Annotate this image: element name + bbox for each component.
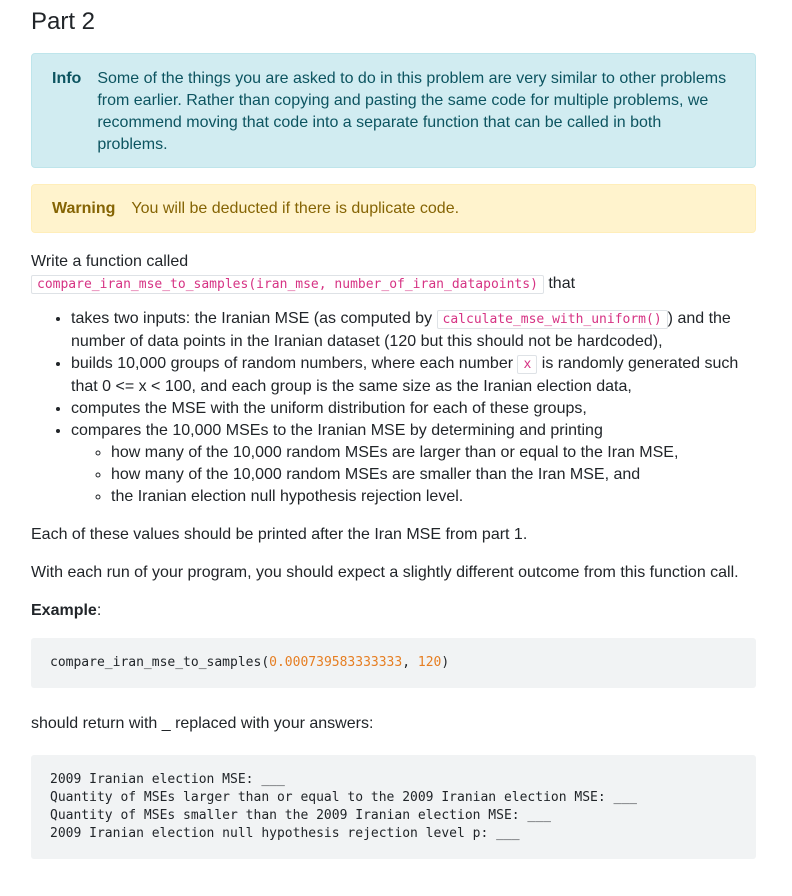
- info-alert-text: Some of the things you are asked to do in this problem are very similar to other problems from earlier. Rather than copying and pasting the same code for multiple problems, we recommend moving that code into a separate function that can be called in both problems.: [97, 70, 727, 153]
- code-separator: ,: [402, 655, 418, 670]
- output-line: 2009 Iranian election null hypothesis rejection level p: ___: [50, 826, 520, 841]
- calculate-mse-code: calculate_mse_with_uniform(): [437, 310, 668, 329]
- paragraph-print-after: Each of these values should be printed after the Iran MSE from part 1.: [31, 526, 528, 543]
- list-item-text: builds 10,000 groups of random numbers, where each number: [71, 355, 518, 372]
- output-line: 2009 Iranian election MSE: ___: [50, 772, 285, 787]
- code-close-paren: ): [441, 655, 450, 670]
- list-item-text: is randomly generated such that 0 <= x < 100, and each group is the same size as the Iranian election data,: [71, 355, 739, 395]
- code-arg-count: 120: [417, 655, 442, 670]
- sub-list-item: ◦ the Iranian election null hypothesis rejection level.: [111, 486, 756, 508]
- variable-x-code: x: [517, 355, 537, 374]
- expected-output-block: [31, 755, 756, 859]
- output-line: Quantity of MSEs smaller than the 2009 Iranian election MSE: ___: [50, 808, 551, 823]
- list-item: [71, 353, 756, 398]
- list-item: [71, 420, 756, 508]
- output-line: Quantity of MSEs larger than or equal to the 2009 Iranian election MSE: ___: [50, 790, 637, 805]
- example-heading: [31, 600, 756, 622]
- requirements-list: [31, 308, 756, 508]
- example-colon: :: [96, 602, 102, 619]
- warning-alert-label: Warning: [52, 200, 116, 217]
- code-function-name: compare_iran_mse_to_samples(: [50, 655, 270, 670]
- sub-list-item: ◦ how many of the 10,000 random MSEs are larger than or equal to the Iran MSE,: [111, 442, 756, 464]
- list-item-text: compares the 10,000 MSEs to the Iranian MSE by determining and printing: [71, 422, 603, 439]
- list-item-text: takes two inputs: the Iranian MSE (as computed by: [71, 310, 437, 327]
- info-alert-label: Info: [52, 70, 82, 87]
- sub-list: [71, 442, 756, 508]
- sub-list-item: ◦ how many of the 10,000 random MSEs are smaller than the Iran MSE, and: [111, 464, 756, 486]
- page-title: Part 2: [31, 8, 96, 35]
- function-signature-code: compare_iran_mse_to_samples(iran_mse, number_of_iran_datapoints): [31, 275, 544, 294]
- intro-text: Write a function called: [31, 253, 189, 270]
- code-arg-mse: 0.000739583333333: [269, 655, 403, 670]
- intro-paragraph: [31, 251, 756, 296]
- warning-alert: [31, 184, 756, 233]
- info-alert: [31, 53, 756, 168]
- list-item-text: ) and the number of data points in the Iranian dataset (120 but this should not be hardcoded),: [71, 310, 731, 350]
- warning-alert-text: You will be deducted if there is duplicate code.: [131, 200, 460, 217]
- list-item: [71, 308, 756, 353]
- return-instructions: should return with _ replaced with your answers:: [31, 715, 374, 732]
- example-label: Example: [31, 602, 97, 619]
- example-code-block: [31, 638, 756, 688]
- paragraph-different-outcome: With each run of your program, you should expect a slightly different outcome from this function call.: [31, 564, 739, 581]
- list-item: • computes the MSE with the uniform distribution for each of these groups,: [71, 398, 756, 420]
- intro-after-text: that: [543, 275, 576, 292]
